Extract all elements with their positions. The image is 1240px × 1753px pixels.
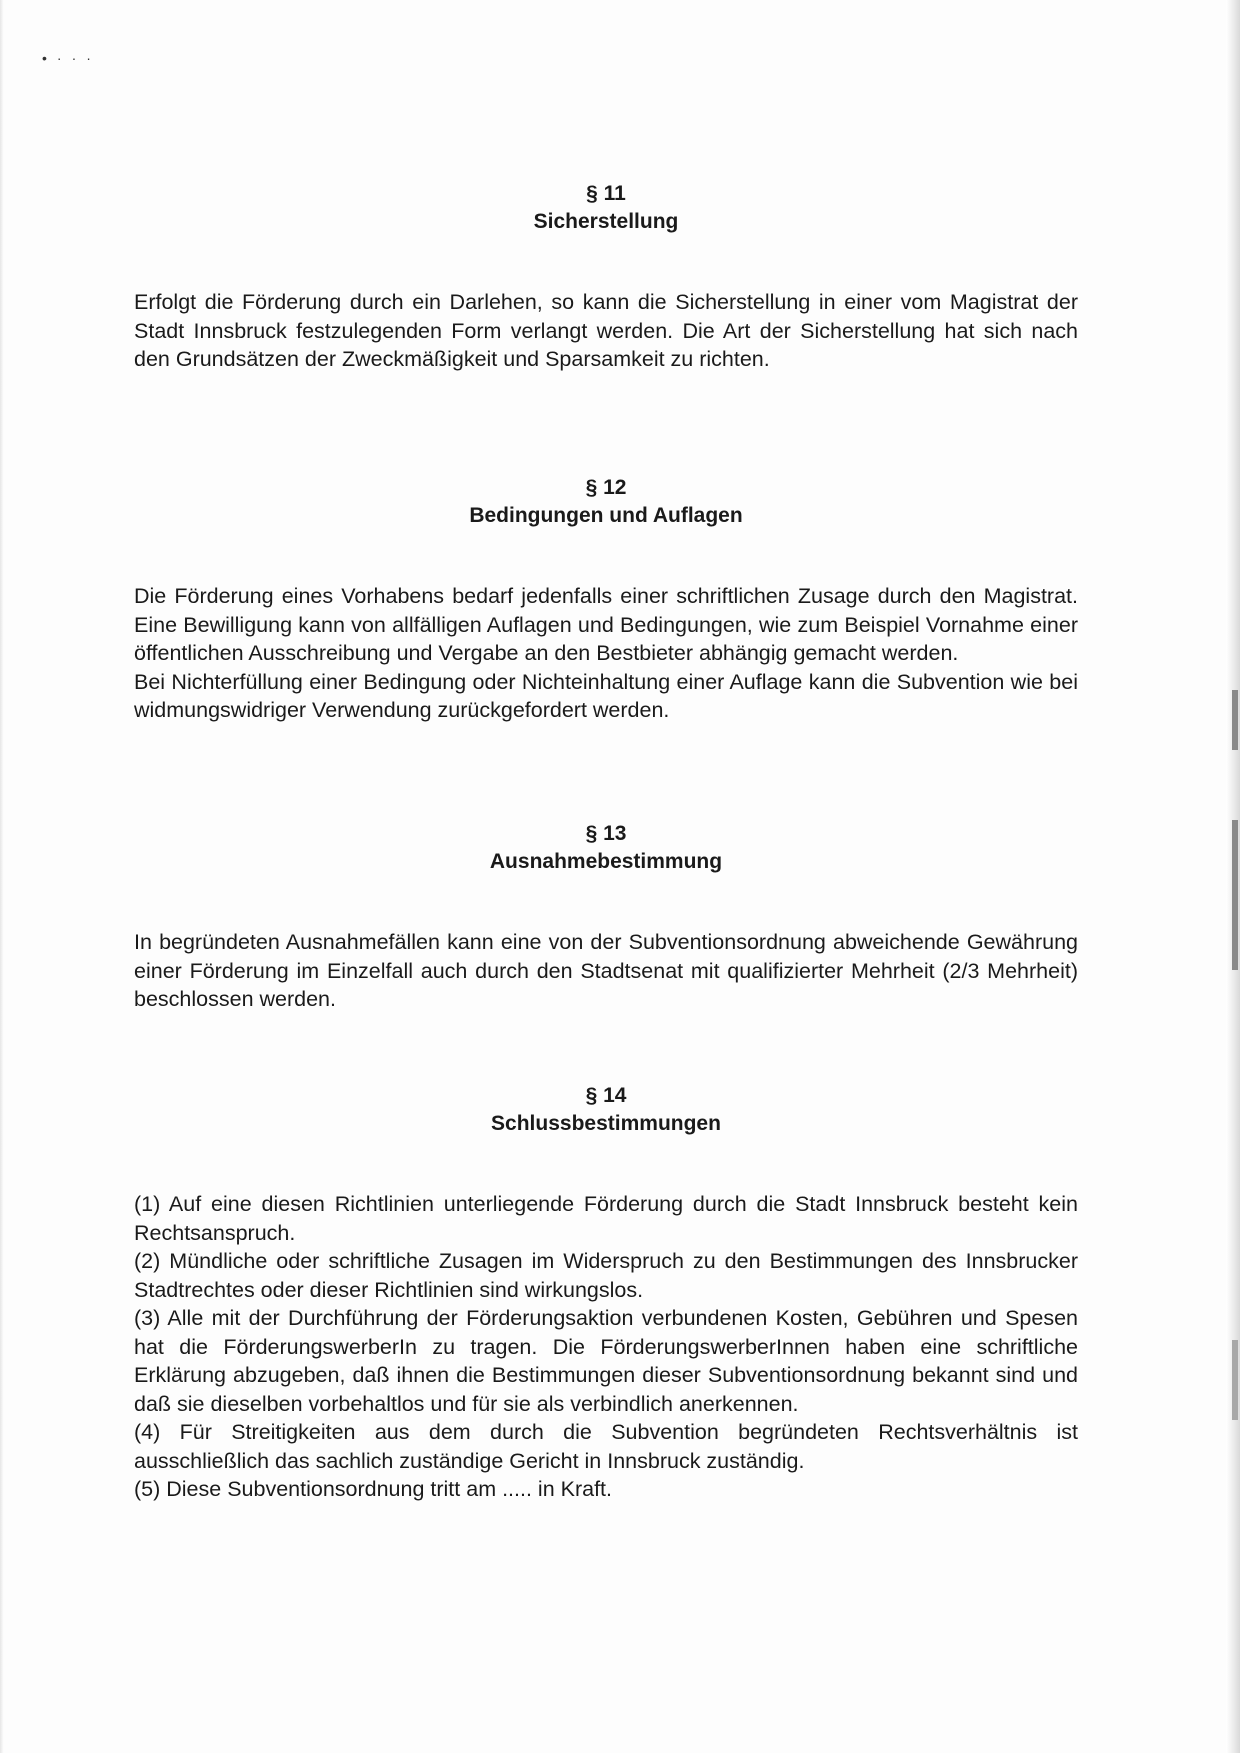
provision-item: (5) Diese Subventionsordnung tritt am ..... in Kraft. bbox=[134, 1477, 612, 1501]
section-paragraph: Die Förderung eines Vorhabens bedarf jedenfalls einer schriftlichen Zusage durch den Magistrat. Eine Bewilligung kann von allfälligen Auflagen und Bedingungen, wie zum Beispiel Vornahme einer öffentlichen Ausschreibung und Vergabe an den Bestbieter abhängig gemacht werden. bbox=[134, 584, 1078, 665]
section-paragraph: Erfolgt die Förderung durch ein Darlehen, so kann die Sicherstellung in einer vom Magistrat der Stadt Innsbruck festzulegenden Form verlangt werden. Die Art der Sicherstellung hat sich nach den Grundsätzen der Zweckmäßigkeit und Sparsamkeit zu richten. bbox=[134, 290, 1078, 371]
section-11 bbox=[134, 180, 1078, 374]
section-number: § 11 bbox=[586, 182, 626, 205]
provision-item: (4) Für Streitigkeiten aus dem durch die Subvention begründeten Rechtsverhältnis ist ausschließlich das sachlich zuständige Gericht in Innsbruck zuständig. bbox=[134, 1420, 1078, 1473]
section-14 bbox=[134, 1082, 1078, 1504]
section-title: Ausnahmebestimmung bbox=[489, 850, 723, 873]
provision-list bbox=[134, 1190, 1078, 1504]
provision-item: (2) Mündliche oder schriftliche Zusagen im Widerspruch zu den Bestimmungen des Innsbrucker Stadtrechtes oder dieser Richtlinien sind wirkungslos. bbox=[134, 1249, 1078, 1302]
scan-edge-left bbox=[0, 0, 4, 1753]
section-paragraph: Bei Nichterfüllung einer Bedingung oder Nichteinhaltung einer Auflage kann die Subvention wie bei widmungswidriger Verwendung zurückgefordert werden. bbox=[134, 669, 1078, 722]
scan-mark bbox=[1232, 690, 1238, 750]
section-12 bbox=[134, 474, 1078, 725]
section-title: Bedingungen und Auflagen bbox=[469, 504, 743, 527]
scan-mark bbox=[1232, 820, 1238, 970]
section-number: § 12 bbox=[585, 476, 627, 499]
section-number: § 14 bbox=[585, 1084, 627, 1107]
section-number: § 13 bbox=[585, 822, 627, 845]
section-paragraph: In begründeten Ausnahmefällen kann eine von der Subventionsordnung abweichende Gewährung einer Förderung im Einzelfall auch durch den Stadtsenat mit qualifizierter Mehrheit (2/3 Mehrheit) beschlossen werden. bbox=[134, 930, 1078, 1011]
provision-item: (3) Alle mit der Durchführung der Förderungsaktion verbundenen Kosten, Gebühren und Spesen hat die FörderungswerberIn zu tragen. Die FörderungswerberInnen haben eine schriftliche Erklärung abzugeben, daß ihnen die Bestimmungen dieser Subventionsordnung bekannt sind und daß sie dieselben vorbehaltlos und für sie als verbindlich anerkennen. bbox=[134, 1306, 1078, 1416]
section-title: Schlussbestimmungen bbox=[491, 1112, 721, 1135]
section-title: Sicherstellung bbox=[533, 210, 679, 233]
provision-item: (1) Auf eine diesen Richtlinien unterliegende Förderung durch die Stadt Innsbruck besteht kein Rechtsanspruch. bbox=[134, 1192, 1078, 1245]
scan-mark bbox=[1232, 1340, 1238, 1420]
scan-specks: •··· bbox=[42, 50, 101, 66]
section-13 bbox=[134, 820, 1078, 1014]
